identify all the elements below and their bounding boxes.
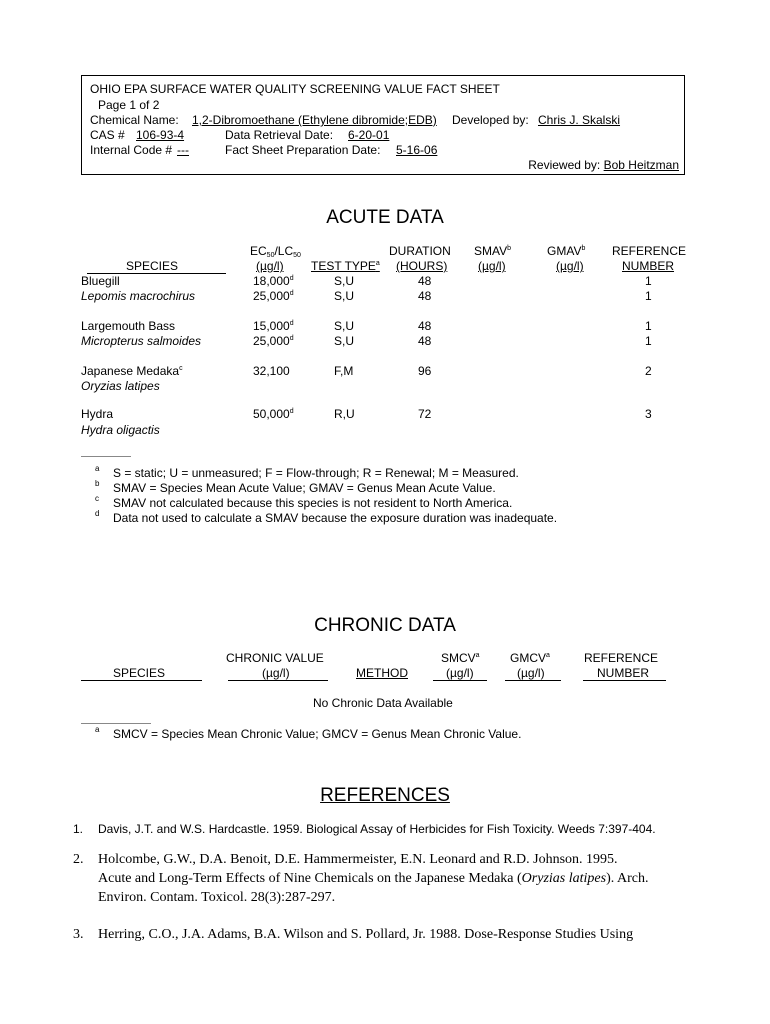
duration-value: 48 bbox=[418, 334, 432, 348]
cas-value: 106-93-4 bbox=[136, 128, 185, 142]
chronic-col-smcv-unit: (µg/l) bbox=[446, 666, 474, 680]
reference-number: 2 bbox=[645, 364, 652, 378]
footnote-text: S = static; U = unmeasured; F = Flow-through; R = Renewal; M = Measured. bbox=[113, 466, 519, 480]
species-name: Bluegill bbox=[81, 274, 120, 288]
footnote-divider bbox=[81, 456, 131, 457]
duration-value: 48 bbox=[418, 274, 432, 288]
cas-label: CAS # bbox=[90, 128, 125, 142]
test-type-value: R,U bbox=[334, 407, 355, 421]
species-underline bbox=[81, 680, 202, 681]
duration-value: 96 bbox=[418, 364, 432, 378]
chronic-col-reference: REFERENCE bbox=[584, 651, 659, 665]
references-title: REFERENCES bbox=[320, 785, 450, 806]
acute-col-species: SPECIES bbox=[126, 259, 179, 273]
species-name: Hydra bbox=[81, 407, 114, 421]
footnote-mark: a bbox=[95, 725, 100, 734]
chronic-data-title: CHRONIC DATA bbox=[314, 615, 456, 636]
test-type-value: S,U bbox=[334, 319, 355, 333]
sheet-title: OHIO EPA SURFACE WATER QUALITY SCREENING VALUE FACT SHEET bbox=[90, 82, 500, 96]
acute-col-gmav: GMAV$^b$ bbox=[547, 244, 586, 258]
chronic-col-method: METHOD bbox=[356, 666, 408, 680]
chronic-col-gmcv: GMCV$^a$ bbox=[510, 651, 550, 665]
developed-by-value: Chris J. Skalski bbox=[538, 113, 621, 127]
ec50-value: 15,000$^d$ bbox=[253, 319, 294, 333]
footnote-mark: c bbox=[95, 494, 99, 503]
smcv-underline bbox=[433, 680, 487, 681]
chronic-col-gmcv-unit: (µg/l) bbox=[517, 666, 545, 680]
prep-date-label: Fact Sheet Preparation Date: bbox=[225, 143, 381, 157]
footnote-text: SMAV = Species Mean Acute Value; GMAV = Genus Mean Acute Value. bbox=[113, 481, 496, 495]
retrieval-date-value: 6-20-01 bbox=[348, 128, 390, 142]
acute-col-hours: (HOURS) bbox=[396, 259, 448, 273]
footnote-mark: b bbox=[95, 479, 100, 488]
ec50-value: 32,100 bbox=[253, 364, 290, 378]
footnote-text: SMCV = Species Mean Chronic Value; GMCV = Genus Mean Chronic Value. bbox=[113, 727, 522, 741]
acute-data-title: ACUTE DATA bbox=[326, 207, 444, 228]
chemical-name-label: Chemical Name: bbox=[90, 113, 179, 127]
acute-col-smav-unit: (µg/l) bbox=[478, 259, 506, 273]
reference-number: 3 bbox=[645, 407, 652, 421]
duration-value: 48 bbox=[418, 289, 432, 303]
species-scientific-name: Oryzias latipes bbox=[81, 379, 160, 393]
acute-col-ec50-unit: (µg/l) bbox=[256, 259, 284, 273]
species-scientific-name: Hydra oligactis bbox=[81, 423, 160, 437]
footnote-divider bbox=[81, 723, 151, 724]
reference-number: 3. bbox=[73, 927, 84, 942]
footnote-mark: a bbox=[95, 464, 100, 473]
acute-col-smav: SMAV$^b$ bbox=[474, 244, 512, 258]
internal-code-value: --- bbox=[177, 143, 189, 157]
duration-value: 48 bbox=[418, 319, 432, 333]
reference-number: 1 bbox=[645, 334, 652, 348]
value-underline bbox=[228, 680, 328, 681]
acute-col-reference: REFERENCE bbox=[612, 244, 687, 258]
chronic-col-ref-number: NUMBER bbox=[597, 666, 650, 680]
test-type-value: S,U bbox=[334, 274, 355, 288]
reference-number: 1. bbox=[73, 822, 84, 836]
acute-col-ec50: $EC_{50}/LC_{50}$ bbox=[250, 244, 301, 259]
prep-date-value: 5-16-06 bbox=[396, 143, 438, 157]
species-scientific-name: Lepomis macrochirus bbox=[81, 289, 196, 303]
chronic-col-smcv: SMCV$^a$ bbox=[441, 651, 480, 665]
acute-col-gmav-unit: (µg/l) bbox=[556, 259, 584, 273]
acute-col-duration: DURATION bbox=[389, 244, 451, 258]
page-indicator: Page 1 of 2 bbox=[98, 98, 160, 112]
chemical-name-value: 1,2-Dibromoethane (Ethylene dibromide;EDB) bbox=[192, 113, 437, 127]
ec50-value: 18,000$^d$ bbox=[253, 274, 294, 288]
ec50-value: 50,000$^d$ bbox=[253, 407, 294, 421]
acute-col-test-type: TEST TYPE$^a$ bbox=[311, 259, 380, 273]
internal-code-label: Internal Code # bbox=[90, 143, 173, 157]
reference-text: Holcombe, G.W., D.A. Benoit, D.E. Hammermeister, E.N. Leonard and R.D. Johnson. 1995. bbox=[98, 852, 618, 867]
footnote-text: Data not used to calculate a SMAV because the exposure duration was inadequate. bbox=[113, 511, 558, 525]
reference-underline bbox=[583, 680, 666, 681]
chronic-col-species: SPECIES bbox=[113, 666, 166, 680]
footnote-mark: d bbox=[95, 509, 100, 518]
gmcv-underline bbox=[505, 680, 561, 681]
reference-number: 1 bbox=[645, 289, 652, 303]
fact-sheet-header bbox=[81, 75, 685, 175]
footnote-text: SMAV not calculated because this species is not resident to North America. bbox=[113, 496, 513, 510]
reference-text: Acute and Long-Term Effects of Nine Chemicals on the Japanese Medaka (Oryzias latipes). Arch. bbox=[98, 871, 649, 886]
chronic-col-value: CHRONIC VALUE bbox=[226, 651, 324, 665]
reviewed-by: Reviewed by: Bob Heitzman bbox=[528, 158, 679, 172]
test-type-value: S,U bbox=[334, 289, 355, 303]
reference-text: Davis, J.T. and W.S. Hardcastle. 1959. Biological Assay of Herbicides for Fish Toxicity. Weeds 7:397-404. bbox=[98, 822, 656, 836]
reference-text: Herring, C.O., J.A. Adams, B.A. Wilson and S. Pollard, Jr. 1988. Dose-Response Studies Using bbox=[98, 927, 634, 942]
species-name: Japanese Medaka$^c$ bbox=[81, 364, 183, 378]
ec50-value: 25,000$^d$ bbox=[253, 334, 294, 348]
reference-number: 2. bbox=[73, 852, 84, 867]
test-type-value: S,U bbox=[334, 334, 355, 348]
retrieval-date-label: Data Retrieval Date: bbox=[225, 128, 334, 142]
reference-number: 1 bbox=[645, 274, 652, 288]
ec50-value: 25,000$^d$ bbox=[253, 289, 294, 303]
no-chronic-data: No Chronic Data Available bbox=[313, 696, 453, 710]
reference-number: 1 bbox=[645, 319, 652, 333]
developed-by-label: Developed by: bbox=[452, 113, 529, 127]
acute-col-ref-number: NUMBER bbox=[622, 259, 675, 273]
duration-value: 72 bbox=[418, 407, 432, 421]
test-type-value: F,M bbox=[334, 364, 354, 378]
reference-text: Environ. Contam. Toxicol. 28(3):287-297. bbox=[98, 890, 336, 905]
chronic-col-value-unit: (µg/l) bbox=[262, 666, 290, 680]
species-name: Largemouth Bass bbox=[81, 319, 176, 333]
species-scientific-name: Micropterus salmoides bbox=[81, 334, 202, 348]
